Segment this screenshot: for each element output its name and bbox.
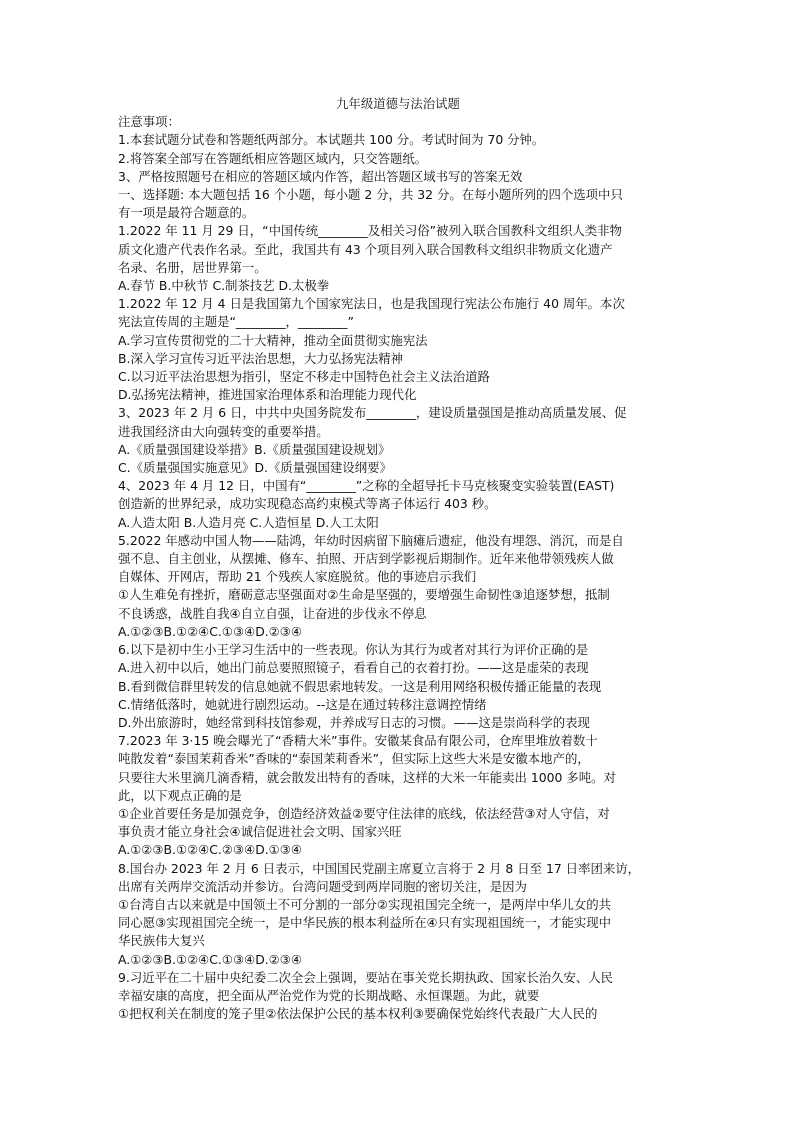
- question-line: 7.2023 年 3·15 晚会曝光了“香精大米”事件。安徽某食品有限公司，仓库里堆放着数十: [118, 733, 598, 749]
- answer-option: A.进入初中以后，她出门前总要照照镜子，看看自己的衣着打扮。——这是虚荣的表现: [118, 660, 589, 676]
- section-heading: 有一项是最符合题意的。: [118, 205, 255, 221]
- question-line: 只要往大米里滴几滴香精，就会散发出特有的香味，这样的大米一年能卖出 1000 多吨。对: [118, 769, 616, 785]
- question-8: [118, 860, 678, 969]
- question-statements: ①企业首要任务是加强竞争，创造经济效益②要守住法律的底线，依法经营③对人守信，对: [118, 805, 610, 821]
- question-line: 强不息、自主创业，从摆摊、修车、拍照、开店到学影视后期制作。近年来他带领残疾人做: [118, 551, 614, 567]
- answer-options: A.①②③B.①②④C.①③④D.②③④: [118, 951, 303, 967]
- question-line: 9.习近平在二十届中央纪委二次全会上强调，要站在事关党长期执政、国家长治久安、人民: [118, 969, 614, 985]
- question-9: [118, 969, 678, 1024]
- question-statements: ①把权利关在制度的笼子里②依法保护公民的基本权利③要确保党始终代表最广大人民的: [118, 1006, 598, 1022]
- answer-options: A.人造太阳 B.人造月亮 C.人造恒星 D.人工太阳: [118, 514, 379, 530]
- question-line: 自媒体、开网店，帮助 21 个残疾人家庭脱贫。他的事迹启示我们: [118, 569, 477, 585]
- answer-option: B.看到微信群里转发的信息她就不假思索地转发。一这是利用网络积极传播正能量的表现: [118, 678, 602, 694]
- question-line: 5.2022 年感动中国人物——陆鸿，年幼时因病留下脑瘫后遗症，他没有埋怨、消沉，而是自: [118, 532, 624, 548]
- section-heading: 一、选择题: 本大题包括 16 个小题，每小题 2 分，共 32 分。在每小题所列的四个选项中只: [118, 187, 623, 203]
- exam-title: 九年级道德与法治试题: [336, 96, 460, 111]
- notice-item: 3、严格按照题号在相应的答题区域内作答，超出答题区域书写的答案无效: [118, 168, 523, 184]
- answer-options: A.《质量强国建设举措》B.《质量强国建设规划》: [118, 441, 391, 457]
- question-line: 此，以下观点正确的是: [118, 787, 242, 803]
- question-line: 吨散发着“泰国茉莉香米”香味的“泰国茉莉香米”，但实际上这些大米是安徽本地产的，: [118, 751, 590, 767]
- answer-option: D.外出旅游时，她经常到科技馆参观，并养成写日志的习惯。——这是崇尚科学的表现: [118, 714, 590, 730]
- exam-page: [118, 95, 678, 1023]
- question-line: 1.2022 年 12 月 4 日是我国第九个国家宪法日，也是我国现行宪法公布施行 40 周年。本次: [118, 296, 625, 312]
- question-7: [118, 732, 678, 859]
- question-statements: 事负责才能立身社会④诚信促进社会文明、国家兴旺: [118, 824, 402, 840]
- question-1: [118, 222, 678, 295]
- answer-option: C.情绪低落时，她就进行剧烈运动。--这是在通过转移注意调控情绪: [118, 696, 487, 712]
- question-line: 4、2023 年 4 月 12 日，中国有“________”之称的全超导托卡马克核聚变实验装置(EAST): [118, 478, 615, 494]
- question-statements: ①台湾自古以来就是中国领土不可分割的一部分②实现祖国完全统一，是两岸中华儿女的共: [118, 896, 612, 912]
- question-line: 3、2023 年 2 月 6 日，中共中央国务院发布________，建设质量强国是推动高质量发展、促: [118, 405, 627, 421]
- question-line: 质文化遗产代表作名录。至此，我国共有 43 个项目列入联合国教科文组织非物质文化遗产: [118, 241, 613, 257]
- question-line: 8.国台办 2023 年 2 月 6 日表示，中国国民党副主席夏立言将于 2 月 8 日至 17 日率团来访，: [118, 860, 641, 876]
- notice-item: 1.本套试题分试卷和答题纸两部分。本试题共 100 分。考试时间为 70 分钟。: [118, 132, 545, 148]
- notice-item: 2.将答案全部写在答题纸相应答题区域内，只交答题纸。: [118, 150, 428, 166]
- question-line: 1.2022 年 11 月 29 日，“中国传统________及相关习俗”被列入联合国教科文组织人类非物: [118, 223, 622, 239]
- question-line: 创造新的世界纪录，成功实现稳态高约束模式等离子体运行 403 秒。: [118, 496, 497, 512]
- answer-option: A.学习宣传贯彻党的二十大精神，推动全面贯彻实施宪法: [118, 332, 428, 348]
- question-statements: ①人生难免有挫折，磨砺意志坚强面对②生命是坚强的，要增强生命韧性③追逐梦想，抵制: [118, 587, 610, 603]
- notice-heading: 注意事项：: [118, 114, 180, 130]
- question-line: 6.以下是初中生小王学习生活中的一些表现。你认为其行为或者对其行为评价正确的是: [118, 642, 589, 658]
- question-3: [118, 404, 678, 477]
- question-4: [118, 477, 678, 532]
- question-statements: 同心愿③实现祖国完全统一，是中华民族的根本利益所在④只有实现祖国统一，才能实现中: [118, 915, 612, 931]
- question-line: 宪法宣传周的主题是“________，________”: [118, 314, 354, 330]
- answer-options: A.①②③B.①②④C.①③④D.②③④: [118, 623, 303, 639]
- answer-option: B.深入学习宣传习近平法治思想，大力弘扬宪法精神: [118, 350, 404, 366]
- question-line: 进我国经济由大向强转变的重要举措。: [118, 423, 329, 439]
- question-statements: 不良诱惑，战胜自我④自立自强，让奋进的步伐永不停息: [118, 605, 427, 621]
- question-line: 出席有关两岸交流活动并参访。台湾问题受到两岸同胞的密切关注，是因为: [118, 878, 527, 894]
- answer-option: D.弘扬宪法精神，推进国家治理体系和治理能力现代化: [118, 387, 417, 403]
- question-2: [118, 295, 678, 404]
- question-6: [118, 641, 678, 732]
- answer-options: A.①②③B.①②④C.②③④D.①③④: [118, 842, 303, 858]
- question-statements: 华民族伟大复兴: [118, 933, 205, 949]
- answer-options: A.春节 B.中秋节 C.制茶技艺 D.太极拳: [118, 278, 330, 294]
- question-line: 幸福安康的高度，把全面从严治党作为党的长期战略、永恒课题。为此，就要: [118, 987, 540, 1003]
- answer-option: C.以习近平法治思想为指引，坚定不移走中国特色社会主义法治道路: [118, 369, 490, 385]
- question-line: 名录、名册，居世界第一。: [118, 259, 267, 275]
- question-5: [118, 532, 678, 641]
- answer-options: C.《质量强国实施意见》D.《质量强国建设纲要》: [118, 460, 392, 476]
